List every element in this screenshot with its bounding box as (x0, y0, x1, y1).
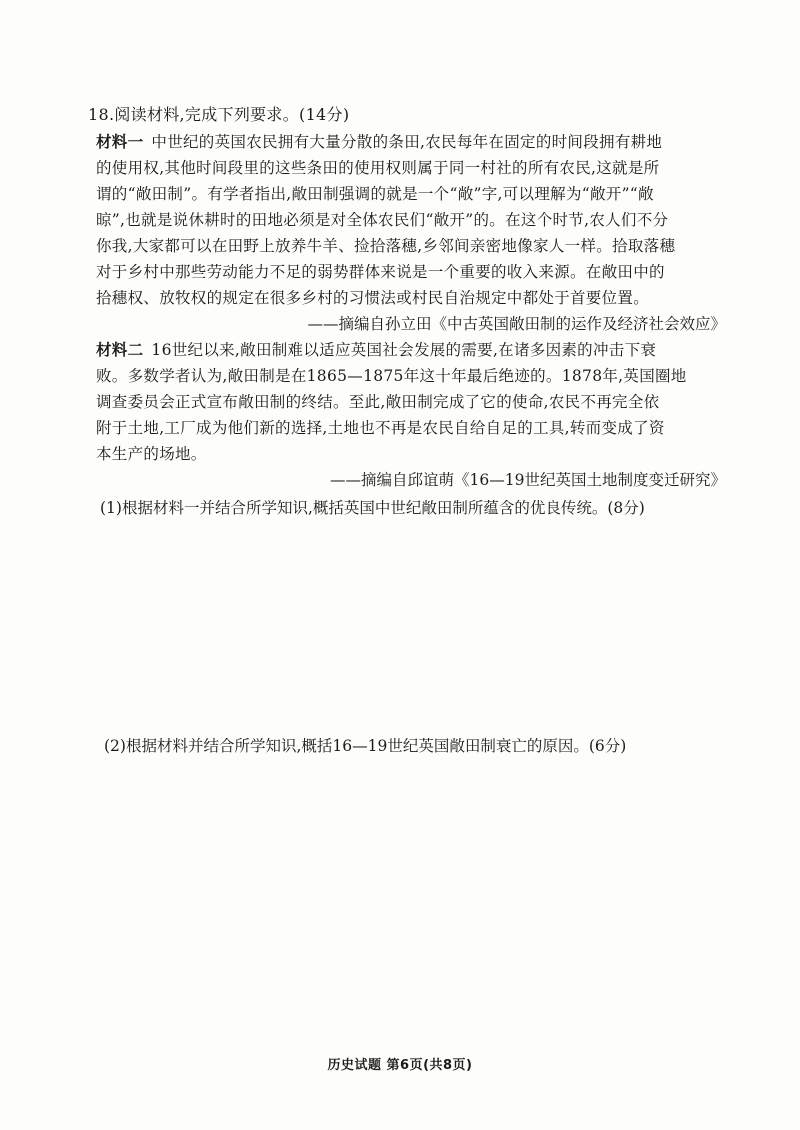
page-footer: 历史试题 第6页(共8页) (327, 1058, 473, 1073)
material1-label: 材料一 (96, 132, 144, 151)
material1-line-3: 谓的“敞田制”。有学者指出,敞田制强调的就是一个“敞”字,可以理解为“敞开”“敞 (96, 185, 654, 203)
material2-label: 材料二 (96, 340, 144, 359)
subquestion-1: (1)根据材料一并结合所学知识,概括英国中世纪敞田制所蕴含的优良传统。(8分) (100, 499, 645, 517)
material1-line-5: 你我,大家都可以在田野上放养牛羊、捡拾落穗,乡邻间亲密地像家人一样。拾取落穗 (96, 237, 676, 255)
material2-line-5: 本生产的场地。 (96, 445, 207, 463)
material1-line-4: 晾”,也就是说休耕时的田地必须是对全体农民们“敞开”的。在这个时节,农人们不分 (96, 211, 669, 229)
material2-source: ——摘编自邱谊萌《16—19世纪英国土地制度变迁研究》 (330, 471, 726, 489)
material1-line-1 (96, 131, 662, 153)
material1-line-2: 的使用权,其他时间段里的这些条田的使用权则属于同一村社的所有农民,这就是所 (96, 159, 660, 177)
material2-line-2: 败。多数学者认为,敞田制是在1865—1875年这十年最后绝迹的。1878年,英国圈地 (96, 367, 687, 385)
material2-line-4: 附于土地,工厂成为他们新的选择,土地也不再是农民自给自足的工具,转而变成了资 (96, 419, 665, 437)
material2-line-1 (96, 339, 656, 361)
material1-source: ——摘编自孙立田《中古英国敞田制的运作及经济社会效应》 (307, 315, 726, 333)
material1-text-1: 中世纪的英国农民拥有大量分散的条田,农民每年在固定的时间段拥有耕地 (151, 133, 663, 151)
material2-text-1: 16世纪以来,敞田制难以适应英国社会发展的需要,在诸多因素的冲击下衰 (151, 341, 657, 359)
subquestion-2: (2)根据材料并结合所学知识,概括16—19世纪英国敞田制衰亡的原因。(6分) (104, 737, 627, 755)
question-title: 18.阅读材料,完成下列要求。(14分) (88, 105, 350, 124)
material2-line-3: 调查委员会正式宣布敞田制的终结。至此,敞田制完成了它的使命,农民不再完全依 (96, 393, 660, 411)
material1-line-6: 对于乡村中那些劳动能力不足的弱势群体来说是一个重要的收入来源。在敞田中的 (96, 263, 665, 281)
material1-line-7: 拾穗权、放牧权的规定在很多乡村的习惯法或村民自治规定中都处于首要位置。 (96, 289, 650, 307)
